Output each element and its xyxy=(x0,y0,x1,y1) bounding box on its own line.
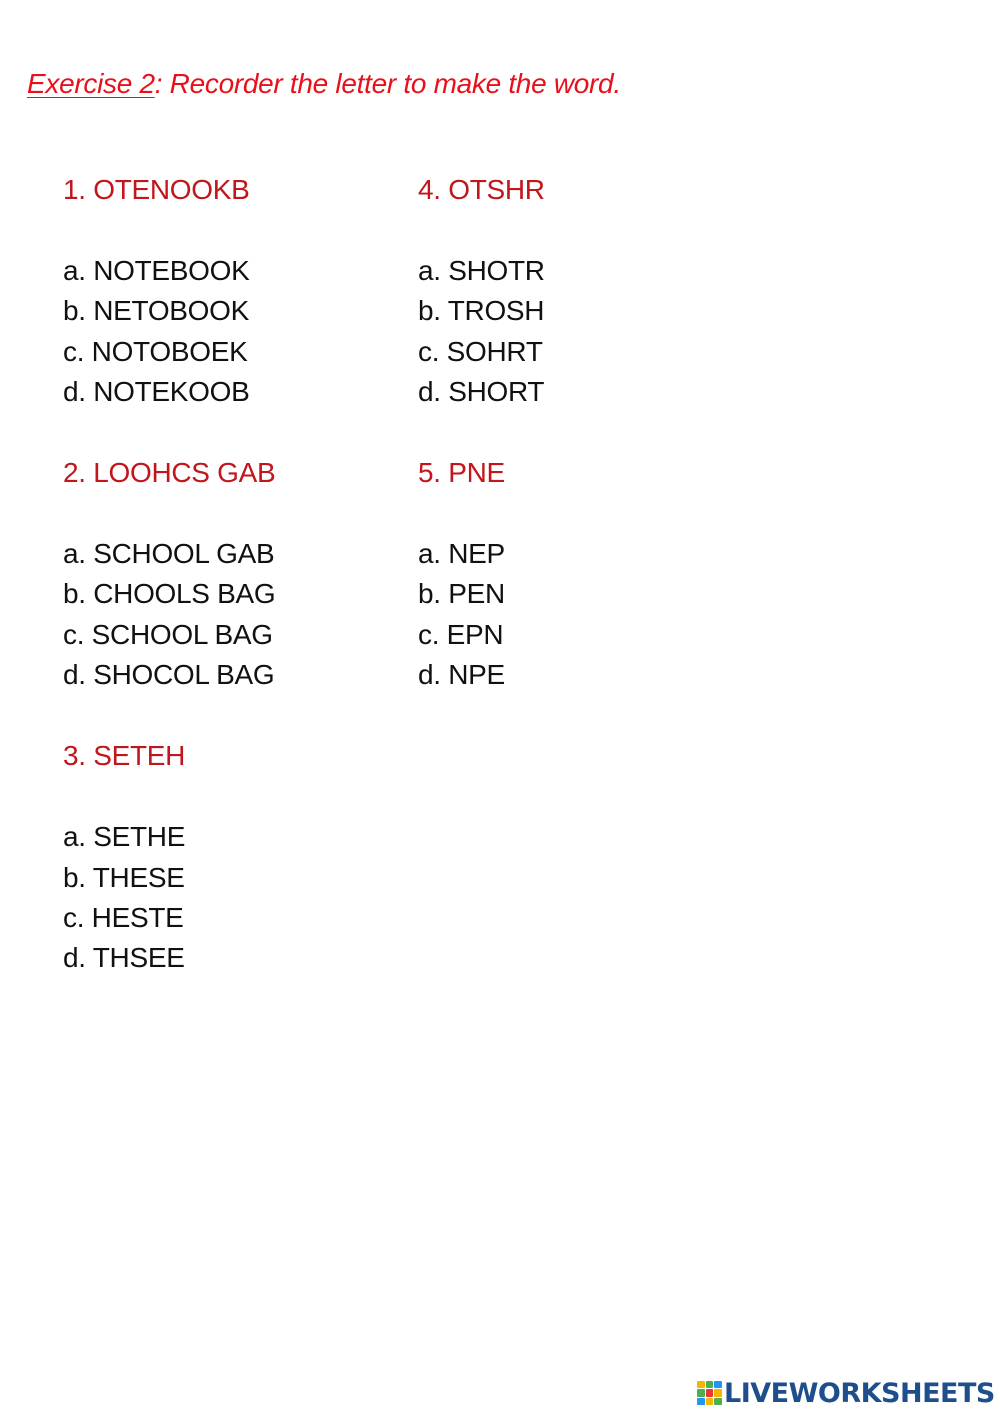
option-b[interactable]: b. NETOBOOK xyxy=(63,295,250,327)
option-c[interactable]: c. EPN xyxy=(418,618,504,650)
question-prompt: 2. LOOHCS GAB xyxy=(63,457,276,489)
option-a[interactable]: a. SCHOOL GAB xyxy=(63,538,275,570)
option-c[interactable]: c. SOHRT xyxy=(418,335,543,367)
right-column xyxy=(418,170,545,736)
liveworksheets-logo xyxy=(697,1376,995,1410)
option-c[interactable]: c. SCHOOL BAG xyxy=(63,618,273,650)
options-list xyxy=(418,251,545,412)
options-list xyxy=(63,817,275,978)
question-prompt: 1. OTENOOKB xyxy=(63,174,250,205)
option-a[interactable]: a. NEP xyxy=(418,538,505,570)
option-d[interactable]: d. SHORT xyxy=(418,375,545,407)
options-list xyxy=(63,251,275,412)
option-c[interactable]: c. NOTOBOEK xyxy=(63,335,248,367)
liveworksheets-logo-icon xyxy=(697,1381,722,1406)
option-c[interactable]: c. HESTE xyxy=(63,901,184,933)
question-prompt: 4. OTSHR xyxy=(418,174,545,205)
option-d[interactable]: d. NOTEKOOB xyxy=(63,375,250,407)
question-prompt: 3. SETEH xyxy=(63,740,186,772)
option-b[interactable]: b. THESE xyxy=(63,861,185,893)
question-prompt: 5. PNE xyxy=(418,457,505,489)
logo-text: LIVEWORKSHEETS xyxy=(724,1377,995,1409)
option-b[interactable]: b. TROSH xyxy=(418,295,545,327)
exercise-instruction: : Recorder the letter to make the word. xyxy=(154,68,621,99)
option-a[interactable]: a. SETHE xyxy=(63,821,186,853)
option-a[interactable]: a. SHOTR xyxy=(418,255,545,286)
question-1 xyxy=(63,170,275,412)
left-column xyxy=(63,170,275,1020)
options-list xyxy=(63,534,275,695)
option-b[interactable]: b. CHOOLS BAG xyxy=(63,578,276,610)
option-b[interactable]: b. PEN xyxy=(418,578,505,610)
option-d[interactable]: d. NPE xyxy=(418,659,505,691)
exercise-label: Exercise 2 xyxy=(27,68,155,99)
exercise-title xyxy=(27,68,621,100)
options-list xyxy=(418,534,545,695)
question-5 xyxy=(418,453,545,695)
question-2 xyxy=(63,453,275,695)
question-4 xyxy=(418,170,545,412)
option-a[interactable]: a. NOTEBOOK xyxy=(63,255,250,286)
option-d[interactable]: d. THSEE xyxy=(63,942,185,974)
option-d[interactable]: d. SHOCOL BAG xyxy=(63,659,275,691)
question-3 xyxy=(63,736,275,978)
